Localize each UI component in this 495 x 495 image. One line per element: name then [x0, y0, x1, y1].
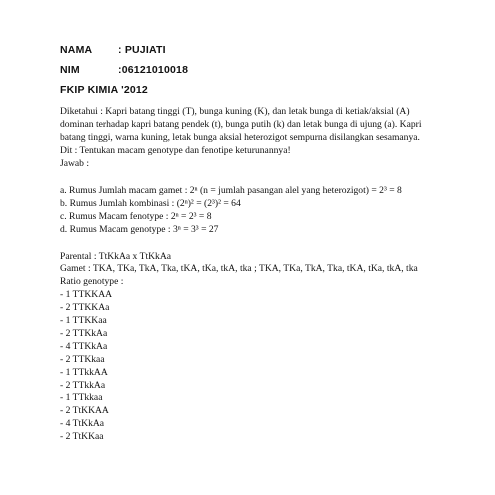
list-item: - 2 TTKkAa	[60, 327, 108, 339]
formula-item: a. Rumus Jumlah macam gamet : 2ⁿ (n = jumlah pasangan alel yang heterozigot) = 2³ = 8	[60, 185, 402, 197]
prodi-text: FKIP KIMIA '2012	[60, 84, 148, 96]
list-item: - 1 TTKKaa	[60, 315, 107, 327]
ratio-title: Ratio genotype :	[60, 276, 124, 288]
problem-line: dominan terhadap kapri batang pendek (t), bunga putih (k) dan letak bunga di ujung (a). Kapri	[60, 118, 422, 130]
list-item: - 2 TTKkaa	[60, 353, 105, 365]
name-label: NAMA	[60, 44, 93, 56]
list-item: - 2 TTKKAa	[60, 302, 110, 314]
list-item: - 2 TTkkAa	[60, 379, 106, 391]
list-item: - 4 TtKkAa	[60, 418, 105, 430]
answer-heading: Jawab :	[60, 157, 90, 169]
formula-list	[60, 185, 432, 237]
parental-line: Parental : TtKkAa x TtKkAa	[60, 250, 172, 262]
gamet-line: Gamet : TKA, TKa, TkA, Tka, tKA, tKa, tkA, tka ; TKA, TKa, TkA, Tka, tKA, tKa, tkA, tka	[60, 263, 418, 275]
prodi-row	[60, 80, 188, 100]
formula-item: d. Rumus Macam genotype : 3ⁿ = 3³ = 27	[60, 223, 219, 235]
problem-line: batang tinggi, warna kuning, letak bunga aksial heterozigot sempurna disilangkan sesamanya.	[60, 131, 420, 143]
document-body	[60, 106, 432, 444]
question-line: Dit : Tentukan macam genotype dan fenotipe keturunannya!	[60, 144, 291, 156]
nim-row	[60, 60, 188, 80]
formula-item: b. Rumus Jumlah kombinasi : (2ⁿ)² = (2³)² = 64	[60, 197, 241, 209]
cross-section	[60, 251, 432, 444]
formula-item: c. Rumus Macam fenotype : 2ⁿ = 2³ = 8	[60, 210, 212, 222]
list-item: - 1 TTkkAA	[60, 366, 108, 378]
list-item: - 2 TtKKaa	[60, 431, 104, 443]
name-value: : PUJIATI	[118, 44, 166, 56]
genotype-ratio-list	[60, 289, 432, 444]
student-header	[60, 40, 188, 100]
problem-statement	[60, 106, 432, 171]
list-item: - 4 TTKkAa	[60, 340, 108, 352]
list-item: - 1 TTkkaa	[60, 392, 103, 404]
name-row	[60, 40, 188, 60]
list-item: - 2 TtKKAA	[60, 405, 109, 417]
nim-label: NIM	[60, 64, 80, 76]
nim-value: :06121010018	[118, 64, 189, 76]
list-item: - 1 TTKKAA	[60, 289, 113, 301]
problem-line: Diketahui : Kapri batang tinggi (T), bunga kuning (K), dan letak bunga di ketiak/aksial (A)	[60, 106, 410, 117]
